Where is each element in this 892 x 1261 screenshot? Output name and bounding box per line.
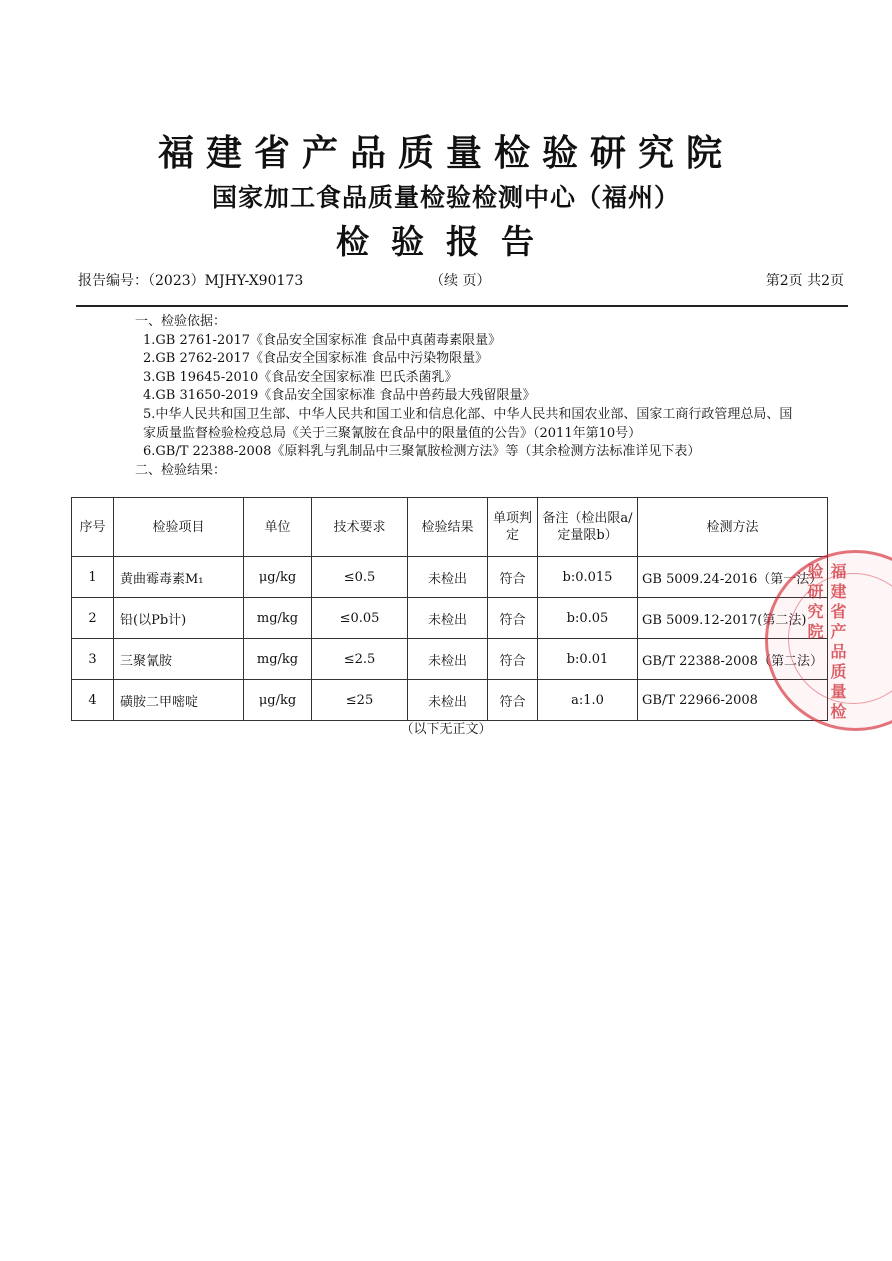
basis-heading: 一、检验依据：: [135, 314, 227, 329]
cell-method: GB 5009.24-2016（第一法）: [638, 557, 828, 598]
cell-judgement: 符合: [488, 639, 538, 680]
cell-no: 1: [72, 557, 114, 598]
column-header: 序号: [72, 498, 114, 557]
cell-requirement: ≤0.05: [312, 598, 408, 639]
basis-item: 1.GB 2761-2017《食品安全国家标准 食品中真菌毒素限量》: [143, 332, 502, 348]
results-heading: 二、检验结果：: [135, 462, 227, 478]
basis-section: [135, 313, 795, 480]
basis-item: 2.GB 2762-2017《食品安全国家标准 食品中污染物限量》: [143, 351, 489, 367]
cell-note: a:1.0: [538, 680, 638, 721]
page-info: 第2页 共2页: [765, 273, 844, 289]
cell-requirement: ≤25: [312, 680, 408, 721]
column-header: 检测方法: [638, 498, 828, 557]
table-row: [72, 598, 828, 639]
basis-item: 6.GB/T 22388-2008《原料乳与乳制品中三聚氰胺检测方法》等（其余检测方法标准详见下表）: [143, 444, 701, 460]
cell-judgement: 符合: [488, 557, 538, 598]
cell-result: 未检出: [408, 598, 488, 639]
cell-unit: μg/kg: [244, 680, 312, 721]
column-header: 检验项目: [114, 498, 244, 557]
cell-method: GB 5009.12-2017(第二法): [638, 598, 828, 639]
cell-note: b:0.015: [538, 557, 638, 598]
column-header: 单项判定: [488, 498, 538, 557]
cell-item: 铅(以Pb计): [114, 598, 244, 639]
header-rule: [76, 305, 848, 307]
cell-result: 未检出: [408, 557, 488, 598]
cell-no: 4: [72, 680, 114, 721]
column-header: 技术要求: [312, 498, 408, 557]
column-header: 检验结果: [408, 498, 488, 557]
institute-title: 福建省产品质量检验研究院: [157, 132, 734, 174]
results-table: [71, 497, 828, 721]
cell-judgement: 符合: [488, 680, 538, 721]
cell-item: 三聚氰胺: [114, 639, 244, 680]
table-row: [72, 639, 828, 680]
report-title: 检验报告: [336, 222, 556, 261]
cell-item: 黄曲霉毒素M₁: [114, 557, 244, 598]
basis-item: 5.中华人民共和国卫生部、中华人民共和国工业和信息化部、中华人民共和国农业部、国家工商行政管理总局、国家质量监督检验检疫总局《关于三聚氰胺在食品中的限量值的公告》（2011年第10号）: [143, 406, 793, 441]
column-header: 备注（检出限a/定量限b）: [538, 498, 638, 557]
table-row: [72, 557, 828, 598]
center-title: 国家加工食品质量检验检测中心（福州）: [211, 183, 680, 212]
table-header-row: [72, 498, 828, 557]
cell-requirement: ≤0.5: [312, 557, 408, 598]
cell-item: 磺胺二甲嘧啶: [114, 680, 244, 721]
cell-no: 2: [72, 598, 114, 639]
basis-item: 3.GB 19645-2010《食品安全国家标准 巴氏杀菌乳》: [143, 369, 458, 385]
cell-unit: mg/kg: [244, 639, 312, 680]
cell-method: GB/T 22388-2008（第二法）: [638, 639, 828, 680]
end-note: （以下无正文）: [400, 722, 492, 737]
basis-item: 4.GB 31650-2019《食品安全国家标准 食品中兽药最大残留限量》: [143, 388, 536, 404]
cell-note: b:0.01: [538, 639, 638, 680]
column-header: 单位: [244, 498, 312, 557]
cell-no: 3: [72, 639, 114, 680]
continued-label: （续 页）: [430, 273, 491, 289]
table-row: [72, 680, 828, 721]
seal-text: 福建省产品质量检验研究院: [805, 563, 847, 723]
cell-result: 未检出: [408, 680, 488, 721]
cell-judgement: 符合: [488, 598, 538, 639]
report-number: 报告编号：（2023）MJHY-X90173: [78, 273, 304, 289]
cell-method: GB/T 22966-2008: [638, 680, 828, 721]
cell-unit: mg/kg: [244, 598, 312, 639]
cell-unit: μg/kg: [244, 557, 312, 598]
cell-result: 未检出: [408, 639, 488, 680]
cell-requirement: ≤2.5: [312, 639, 408, 680]
cell-note: b:0.05: [538, 598, 638, 639]
